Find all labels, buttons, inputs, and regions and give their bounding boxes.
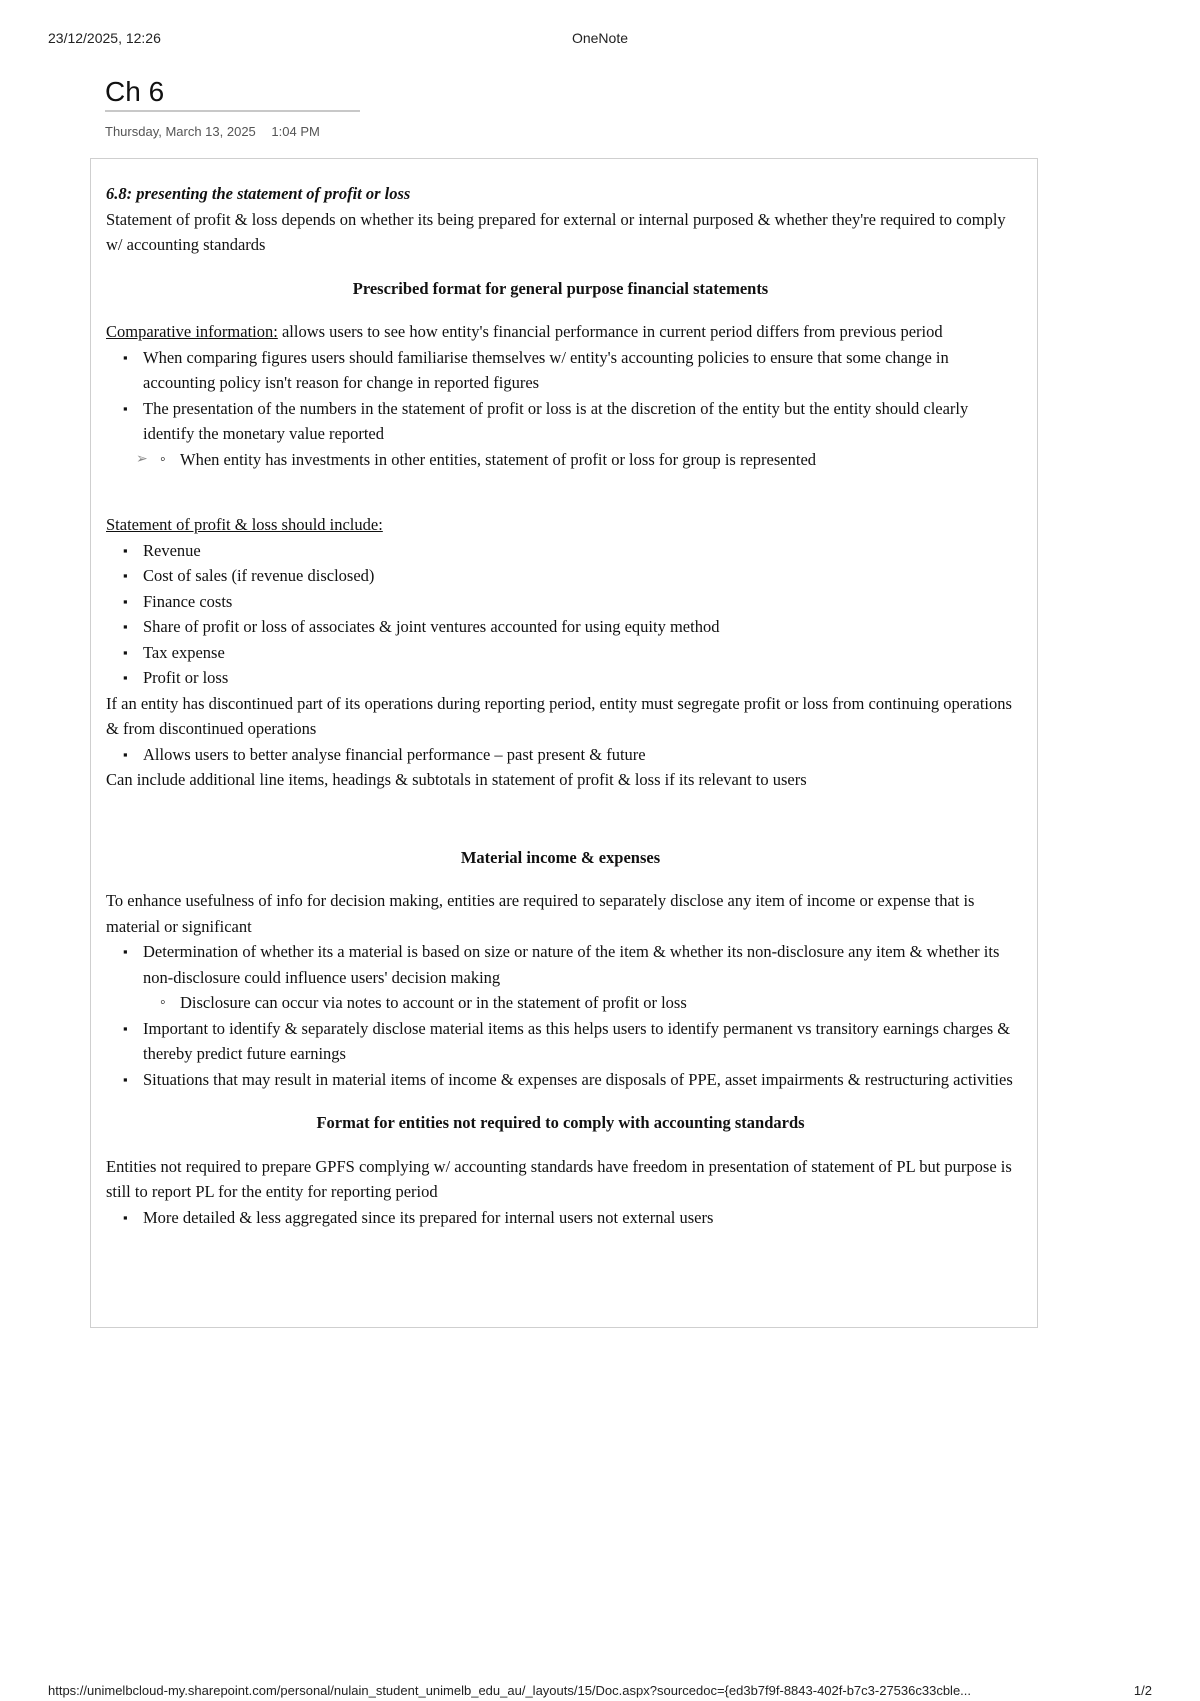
page-time: 1:04 PM	[271, 124, 320, 139]
page-date: Thursday, March 13, 2025	[105, 124, 256, 139]
print-app-name: OneNote	[571, 30, 629, 46]
material-list	[106, 939, 1015, 990]
heading-material-income: Material income & expenses	[460, 847, 661, 867]
list-item: ▪ Allows users to better analyse financial performance – past present & future	[106, 742, 1015, 768]
comparative-sublist	[106, 447, 1015, 473]
list-item: ▪ Determination of whether its a material is based on size or nature of the item & whether its non-disclosure any item & whether its non-disclosure could influence users' decision making	[106, 939, 1015, 990]
list-item: ▪ Cost of sales (if revenue disclosed)	[106, 563, 1015, 589]
nonreq-list	[106, 1205, 1015, 1231]
additional-paragraph: Can include additional line items, headings & subtotals in statement of profit & loss if its relevant to users	[106, 770, 807, 789]
include-label: Statement of profit & loss should include:	[106, 515, 383, 534]
section-title: 6.8: presenting the statement of profit or loss	[106, 184, 411, 203]
material-intro-paragraph: To enhance usefulness of info for decision making, entities are required to separately disclose any item of income or expense that is material or significant	[106, 891, 975, 936]
arrow-marker-icon: ◦ ➢	[136, 451, 148, 467]
list-item: ▪ When comparing figures users should familiarise themselves w/ entity's accounting policies to ensure that some change in accounting policy isn't reason for change in reported figures	[106, 345, 1015, 396]
nonreq-paragraph: Entities not required to prepare GPFS complying w/ accounting standards have freedom in presentation of statement of PL but purpose is still to report PL for the entity for reporting period	[106, 1156, 1012, 1201]
print-page-number: 1/2	[1133, 1683, 1152, 1698]
heading-non-required-format: Format for entities not required to comply with accounting standards	[316, 1113, 805, 1132]
list-item: ▪ Revenue	[106, 538, 1015, 564]
list-item	[106, 447, 1015, 473]
list-item: ▪ Tax expense	[106, 640, 1015, 666]
material-sublist	[106, 990, 1015, 1016]
list-item: ▪ More detailed & less aggregated since its prepared for internal users not external users	[106, 1205, 1015, 1231]
list-item: ▪ Important to identify & separately disclose material items as this helps users to identify permanent vs transitory earnings charges & thereby predict future earnings	[106, 1016, 1015, 1067]
list-item: ◦ Disclosure can occur via notes to account or in the statement of profit or loss	[106, 990, 1015, 1016]
list-item: ▪ Profit or loss	[106, 665, 1015, 691]
page-title-container	[105, 76, 360, 112]
include-list	[106, 538, 1015, 691]
print-url: https://unimelbcloud-my.sharepoint.com/personal/nulain_student_unimelb_edu_au/_layouts/15/Doc.aspx?sourcedoc={ed3b7f9f-8843-402f-b7c3-27536c33cble...	[48, 1683, 972, 1698]
comparative-text: allows users to see how entity's financial performance in current period differs from previous period	[277, 322, 943, 341]
print-header	[48, 30, 1152, 52]
comparative-paragraph	[106, 319, 1015, 345]
list-item: ▪ Situations that may result in material items of income & expenses are disposals of PPE, asset impairments & restructuring activities	[106, 1067, 1015, 1093]
list-item: ▪ Share of profit or loss of associates & joint ventures accounted for using equity method	[106, 614, 1015, 640]
discontinued-list	[106, 742, 1015, 768]
material-list-continued	[106, 1016, 1015, 1093]
heading-prescribed-format: Prescribed format for general purpose financial statements	[352, 278, 769, 298]
intro-paragraph: Statement of profit & loss depends on whether its being prepared for external or internal purposed & whether they're required to comply w/ accounting standards	[106, 209, 1006, 254]
print-footer	[48, 1683, 1152, 1701]
discontinued-paragraph: If an entity has discontinued part of its operations during reporting period, entity must segregate profit or loss from continuing operations & from discontinued operations	[106, 693, 1012, 738]
page-title[interactable]: Ch 6	[105, 76, 360, 112]
list-item: ▪ Finance costs	[106, 589, 1015, 615]
comparative-sub-text: When entity has investments in other entities, statement of profit or loss for group is represented	[180, 449, 817, 469]
note-container[interactable]	[90, 158, 1038, 1328]
list-item: ▪ The presentation of the numbers in the statement of profit or loss is at the discretion of the entity but the entity should clearly identify the monetary value reported	[106, 396, 1015, 447]
print-datetime: 23/12/2025, 12:26	[48, 30, 161, 46]
comparative-label: Comparative information:	[106, 322, 278, 341]
page-meta	[105, 124, 320, 139]
comparative-list	[106, 345, 1015, 447]
